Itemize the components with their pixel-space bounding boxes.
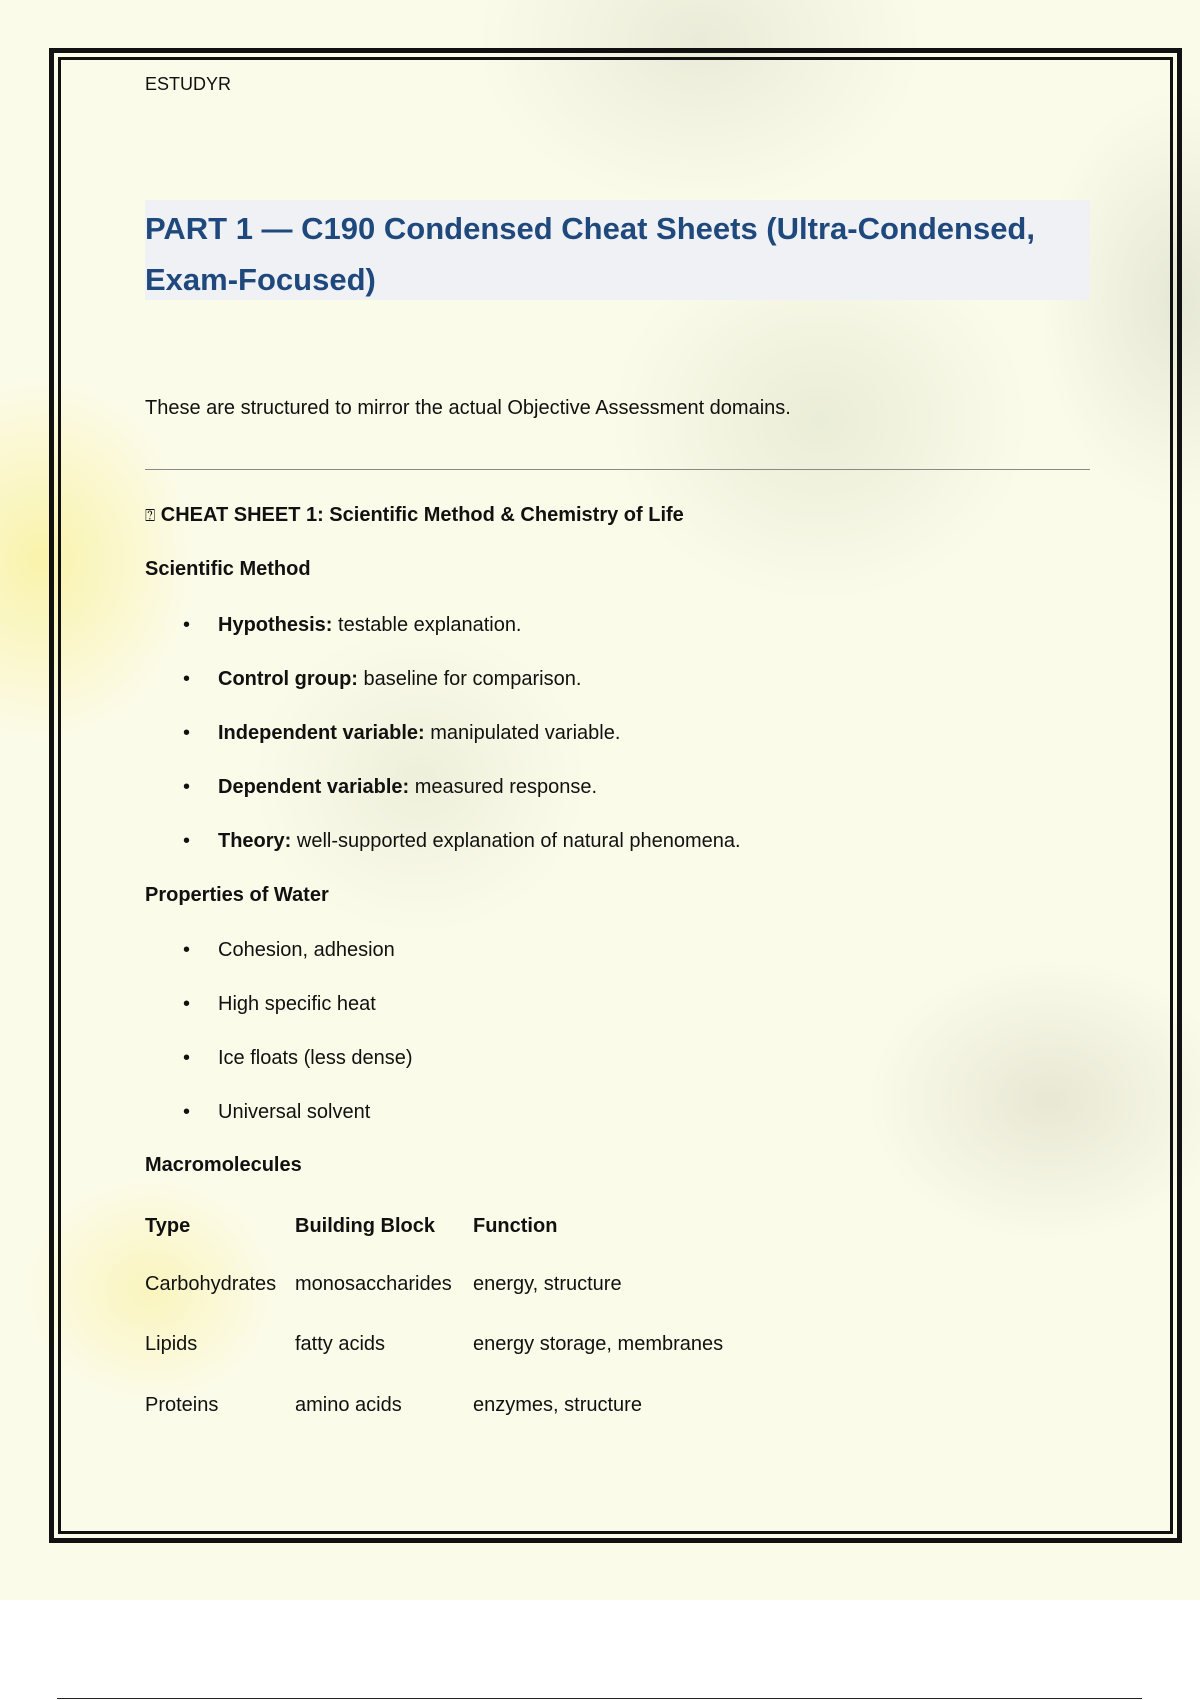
- table-cell: energy, structure: [473, 1273, 622, 1295]
- table-header-function: Function: [473, 1215, 558, 1237]
- list-item: [145, 1046, 413, 1100]
- scientific-method-list: [145, 613, 741, 883]
- table-header-building-block: Building Block: [295, 1215, 435, 1237]
- brand-header: ESTUDYR: [145, 74, 232, 94]
- definition: well-supported explanation of natural phenomena.: [291, 830, 741, 852]
- term: Hypothesis:: [218, 614, 333, 636]
- bullet-icon: •: [183, 993, 191, 1015]
- list-item: [145, 721, 741, 775]
- table-cell: energy storage, membranes: [473, 1333, 724, 1355]
- table-cell: enzymes, structure: [473, 1394, 642, 1416]
- definition: measured response.: [409, 776, 598, 798]
- definition: baseline for comparison.: [357, 668, 582, 690]
- table-cell: amino acids: [295, 1394, 402, 1416]
- horizontal-rule: [145, 469, 1090, 470]
- list-item: [145, 775, 741, 829]
- bullet-icon: •: [183, 830, 191, 852]
- table-cell: fatty acids: [295, 1333, 386, 1355]
- bullet-icon: •: [183, 614, 191, 636]
- section-heading-water: Properties of Water: [145, 884, 329, 906]
- section-heading-macromolecules: Macromolecules: [145, 1154, 302, 1176]
- missing-glyph-icon: ⍰: [145, 506, 156, 525]
- term: Theory:: [218, 830, 292, 852]
- term: Dependent variable:: [218, 776, 410, 798]
- term: Control group:: [218, 668, 358, 690]
- list-item: [145, 613, 741, 667]
- cheat-sheet-heading: [145, 504, 684, 527]
- water-properties-list: [145, 938, 413, 1154]
- bullet-icon: •: [183, 1101, 191, 1123]
- item-text: Ice floats (less dense): [218, 1047, 413, 1069]
- item-text: Cohesion, adhesion: [218, 939, 395, 961]
- list-item: [145, 667, 741, 721]
- bullet-icon: •: [183, 776, 191, 798]
- list-item: [145, 829, 741, 883]
- page-break-line: [57, 1698, 1142, 1699]
- bullet-icon: •: [183, 668, 191, 690]
- cheat-sheet-heading-text: CHEAT SHEET 1: Scientific Method & Chemistry of Life: [160, 504, 684, 526]
- definition: testable explanation.: [332, 614, 522, 636]
- table-cell: Carbohydrates: [145, 1273, 277, 1295]
- list-item: [145, 992, 413, 1046]
- section-heading-scientific-method: Scientific Method: [145, 558, 311, 580]
- item-text: Universal solvent: [218, 1101, 371, 1123]
- item-text: High specific heat: [218, 993, 376, 1015]
- table-cell: Lipids: [145, 1333, 198, 1355]
- table-cell: Proteins: [145, 1394, 219, 1416]
- definition: manipulated variable.: [424, 722, 621, 744]
- bullet-icon: •: [183, 1047, 191, 1069]
- bullet-icon: •: [183, 722, 191, 744]
- list-item: [145, 938, 413, 992]
- list-item: [145, 1100, 413, 1154]
- page-title: PART 1 — C190 Condensed Cheat Sheets (Ultra-Condensed, Exam-Focused): [145, 211, 1035, 297]
- table-cell: monosaccharides: [295, 1273, 452, 1295]
- bullet-icon: •: [183, 939, 191, 961]
- table-header-type: Type: [145, 1215, 191, 1237]
- term: Independent variable:: [218, 722, 425, 744]
- intro-paragraph: These are structured to mirror the actual Objective Assessment domains.: [145, 397, 791, 419]
